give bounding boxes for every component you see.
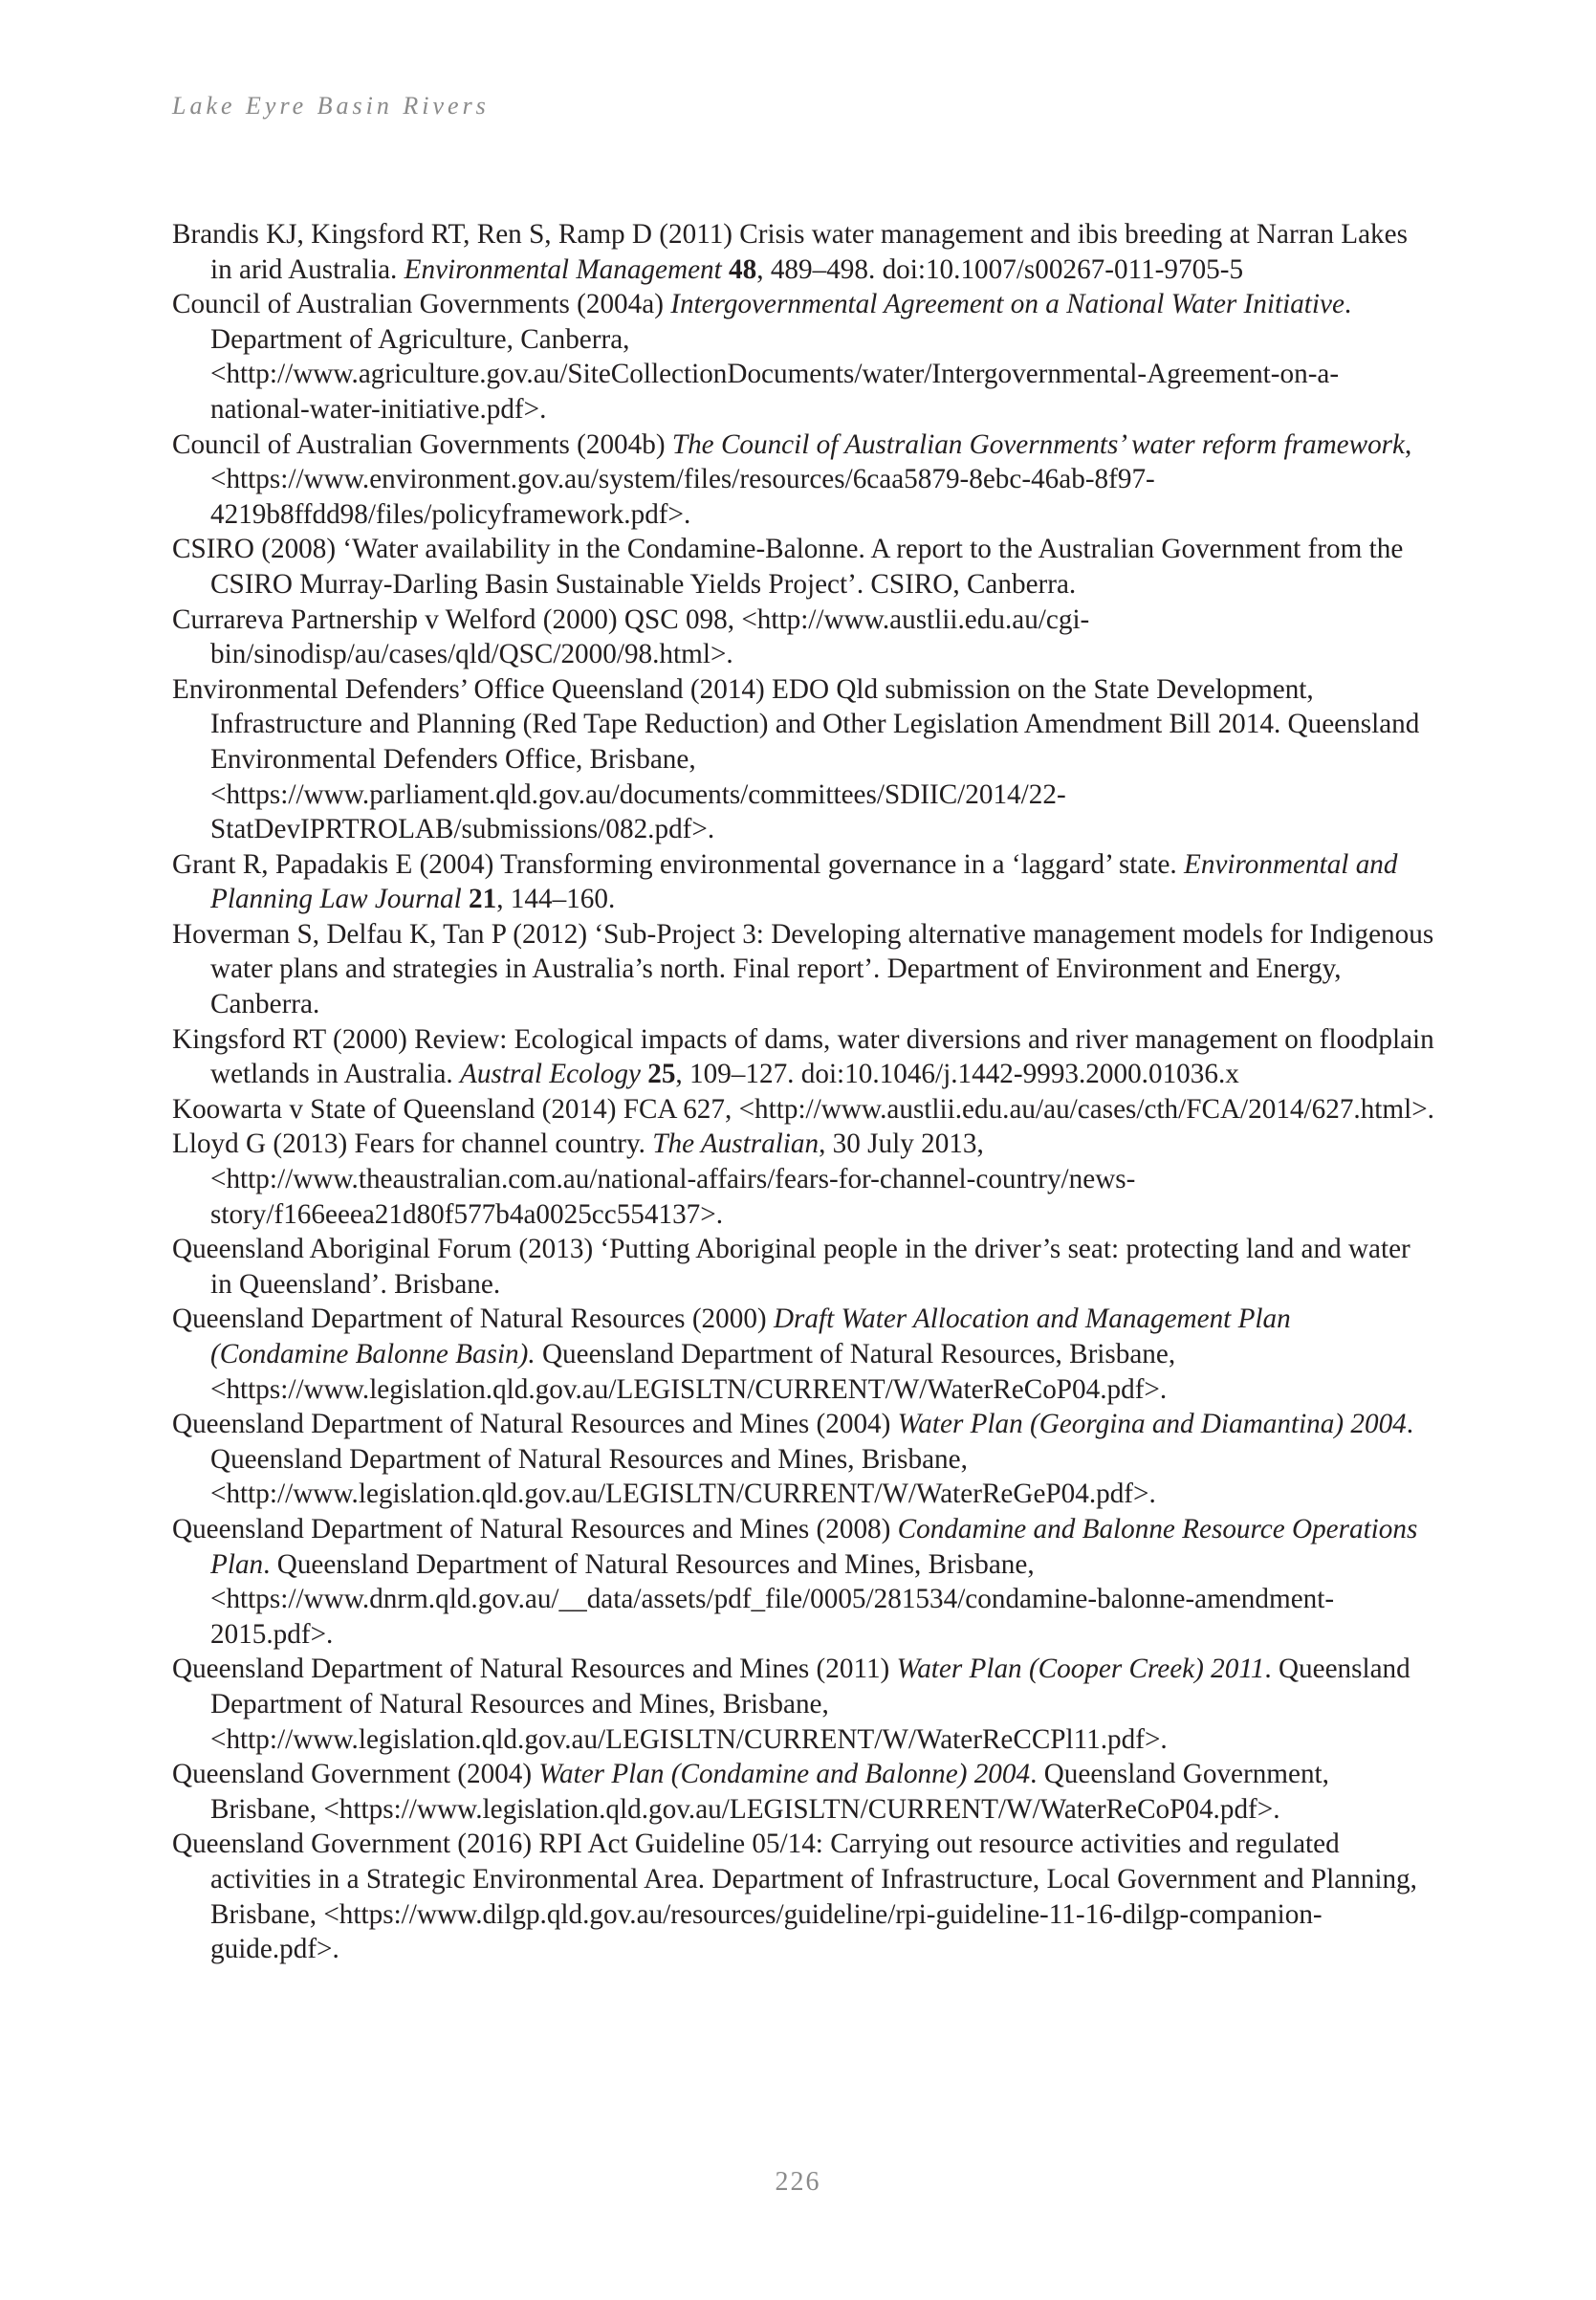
- reference-text: Council of Australian Governments (2004a): [172, 289, 671, 320]
- reference-italic-text: Environmental Management: [404, 253, 722, 285]
- reference-text: CSIRO (2008) ‘Water availability in the Condamine-Balonne. A report to the Australian Government from the CSIRO Murray-Darling Basin Sustainable Yields Project’. CSIRO, Canberra.: [172, 534, 1404, 600]
- reference-text: [722, 254, 729, 285]
- reference-text: Grant R, Papadakis E (2004) Transforming environmental governance in a ‘laggard’ state.: [172, 848, 1185, 880]
- reference-volume: 25: [647, 1059, 676, 1090]
- reference-text: Queensland Government (2004): [172, 1759, 539, 1790]
- page-number: 226: [775, 2167, 821, 2197]
- reference-entry: [172, 917, 1434, 1022]
- reference-text: , 144–160.: [496, 884, 616, 915]
- reference-entry: [172, 1407, 1434, 1512]
- reference-text: Council of Australian Governments (2004b): [172, 428, 672, 460]
- reference-entry: [172, 1232, 1434, 1302]
- reference-text: . Queensland Department of Natural Resources and Mines, Brisbane, <http://www.legislation.qld.gov.au/LEGISLTN/CURRENT/W/WaterReGeP04.pdf>.: [210, 1409, 1414, 1510]
- reference-italic-text: The Council of Australian Governments’ water reform framework: [671, 428, 1406, 460]
- reference-text: Queensland Department of Natural Resources, Brisbane, <https://www.legislation.qld.gov.au/LEGISLTN/CURRENT/W/WaterReCoP04.pdf>.: [210, 1339, 1176, 1405]
- reference-text: . Queensland Department of Natural Resources and Mines, Brisbane, <http://www.legislation.qld.gov.au/LEGISLTN/CURRENT/W/WaterReCCPl11.pdf>.: [210, 1654, 1410, 1755]
- reference-entry: [172, 1512, 1434, 1652]
- reference-text: . Queensland Department of Natural Resources and Mines, Brisbane, <https://www.dnrm.qld.gov.au/__data/assets/pdf_file/0005/281534/condamine-balonne-amendment-2015.pdf>.: [210, 1548, 1335, 1650]
- reference-list: [172, 217, 1434, 1967]
- reference-entry: [172, 672, 1434, 847]
- reference-text: Koowarta v State of Queensland (2014) FCA 627, <http://www.austlii.edu.au/au/cases/cth/FCA/2014/627.html>.: [172, 1093, 1434, 1125]
- reference-entry: [172, 427, 1434, 533]
- reference-text: [462, 884, 469, 914]
- reference-italic-text: Condamine and Balonne Resource Operations Plan: [210, 1513, 1418, 1580]
- reference-entry: [172, 1757, 1434, 1827]
- reference-italic-text: Intergovernmental Agreement on a National Water Initiative: [670, 289, 1345, 320]
- reference-entry: [172, 287, 1434, 427]
- reference-italic-text: Water Plan (Georgina and Diamantina) 2004: [897, 1409, 1407, 1440]
- reference-text: Queensland Department of Natural Resources and Mines (2008): [172, 1513, 898, 1544]
- reference-italic-text: The Australian: [652, 1128, 820, 1160]
- reference-text: , 489–498. doi:10.1007/s00267-011-9705-5: [756, 253, 1244, 285]
- reference-text: Queensland Department of Natural Resources and Mines (2004): [172, 1409, 898, 1440]
- reference-italic-text: Water Plan (Cooper Creek) 2011: [896, 1654, 1265, 1685]
- reference-entry: [172, 1022, 1434, 1092]
- reference-text: Queensland Department of Natural Resources (2000): [172, 1303, 774, 1335]
- reference-text: Kingsford RT (2000) Review: Ecological impacts of dams, water diversions and river management on floodplain wetlands in Australia.: [172, 1023, 1434, 1090]
- reference-entry: [172, 1302, 1434, 1407]
- reference-italic-text: Austral Ecology: [460, 1059, 641, 1090]
- reference-entry: [172, 1127, 1434, 1232]
- reference-italic-text: Environmental and Planning Law Journal: [210, 848, 1398, 915]
- reference-entry: [172, 1652, 1434, 1757]
- reference-entry: [172, 217, 1434, 287]
- reference-text: Queensland Aboriginal Forum (2013) ‘Putting Aboriginal people in the driver’s seat: protecting land and water in Queensland’. Brisbane.: [172, 1234, 1410, 1300]
- reference-entry: [172, 1827, 1434, 1966]
- reference-text: . Department of Agriculture, Canberra, <http://www.agriculture.gov.au/SiteCollectionDocuments/water/Intergovernmental-Agreement-on-a-national-water-initiative.pdf>.: [210, 289, 1352, 425]
- reference-text: , 109–127. doi:10.1046/j.1442-9993.2000.01036.x: [675, 1059, 1239, 1090]
- reference-italic-text: Water Plan (Condamine and Balonne) 2004: [538, 1759, 1031, 1790]
- reference-text: Brandis KJ, Kingsford RT, Ren S, Ramp D (2011) Crisis water management and ibis breeding at Narran Lakes in arid Australia.: [172, 219, 1408, 285]
- reference-text: . Queensland Government, Brisbane, <https://www.legislation.qld.gov.au/LEGISLTN/CURRENT/W/WaterReCoP04.pdf>.: [210, 1759, 1329, 1825]
- reference-volume: 21: [469, 884, 497, 915]
- reference-text: Lloyd G (2013) Fears for channel country.: [172, 1128, 653, 1160]
- reference-text: Currareva Partnership v Welford (2000) QSC 098, <http://www.austlii.edu.au/cgi-bin/sinodisp/au/cases/qld/QSC/2000/98.html>.: [172, 603, 1090, 670]
- reference-text: Hoverman S, Delfau K, Tan P (2012) ‘Sub-Project 3: Developing alternative management models for Indigenous water plans and strategies in Australia’s north. Final report’. Department of Environment and Energy, Canberra.: [172, 918, 1434, 1020]
- reference-text: , <https://www.environment.gov.au/system/files/resources/6caa5879-8ebc-46ab-8f97-4219b8ffdd98/files/policyframework.pdf>.: [210, 428, 1412, 530]
- reference-entry: [172, 602, 1434, 672]
- reference-text: Queensland Government (2016) RPI Act Guideline 05/14: Carrying out resource activities and regulated activities in a Strategic Environmental Area. Department of Infrastructure, Local Government and Planning, Brisbane, <https://www.dilgp.qld.gov.au/resources/guideline/rpi-guideline-11-16-dilgp-companion-guide.pdf>.: [172, 1829, 1417, 1965]
- running-head: Lake Eyre Basin Rivers: [172, 92, 490, 120]
- reference-entry: [172, 1092, 1434, 1128]
- reference-volume: 48: [729, 253, 757, 285]
- reference-text: Queensland Department of Natural Resources and Mines (2011): [172, 1654, 897, 1685]
- reference-entry: [172, 532, 1434, 602]
- reference-text: , 30 July 2013, <http://www.theaustralian.com.au/national-affairs/fears-for-channel-country/news-story/f166eeea21d80f577b4a0025cc554137>.: [210, 1128, 1136, 1230]
- reference-italic-text: Draft Water Allocation and Management Plan (Condamine Balonne Basin).: [210, 1303, 1291, 1369]
- reference-entry: [172, 847, 1434, 917]
- reference-text: Environmental Defenders’ Office Queensland (2014) EDO Qld submission on the State Development, Infrastructure and Planning (Red Tape Reduction) and Other Legislation Amendment Bill 2014. Queensland Environmental Defenders Office, Brisbane, <https://www.parliament.qld.gov.au/documents/committees/SDIIC/2014/22-StatDevIPRTROLAB/submissions/082.pdf>.: [172, 673, 1420, 845]
